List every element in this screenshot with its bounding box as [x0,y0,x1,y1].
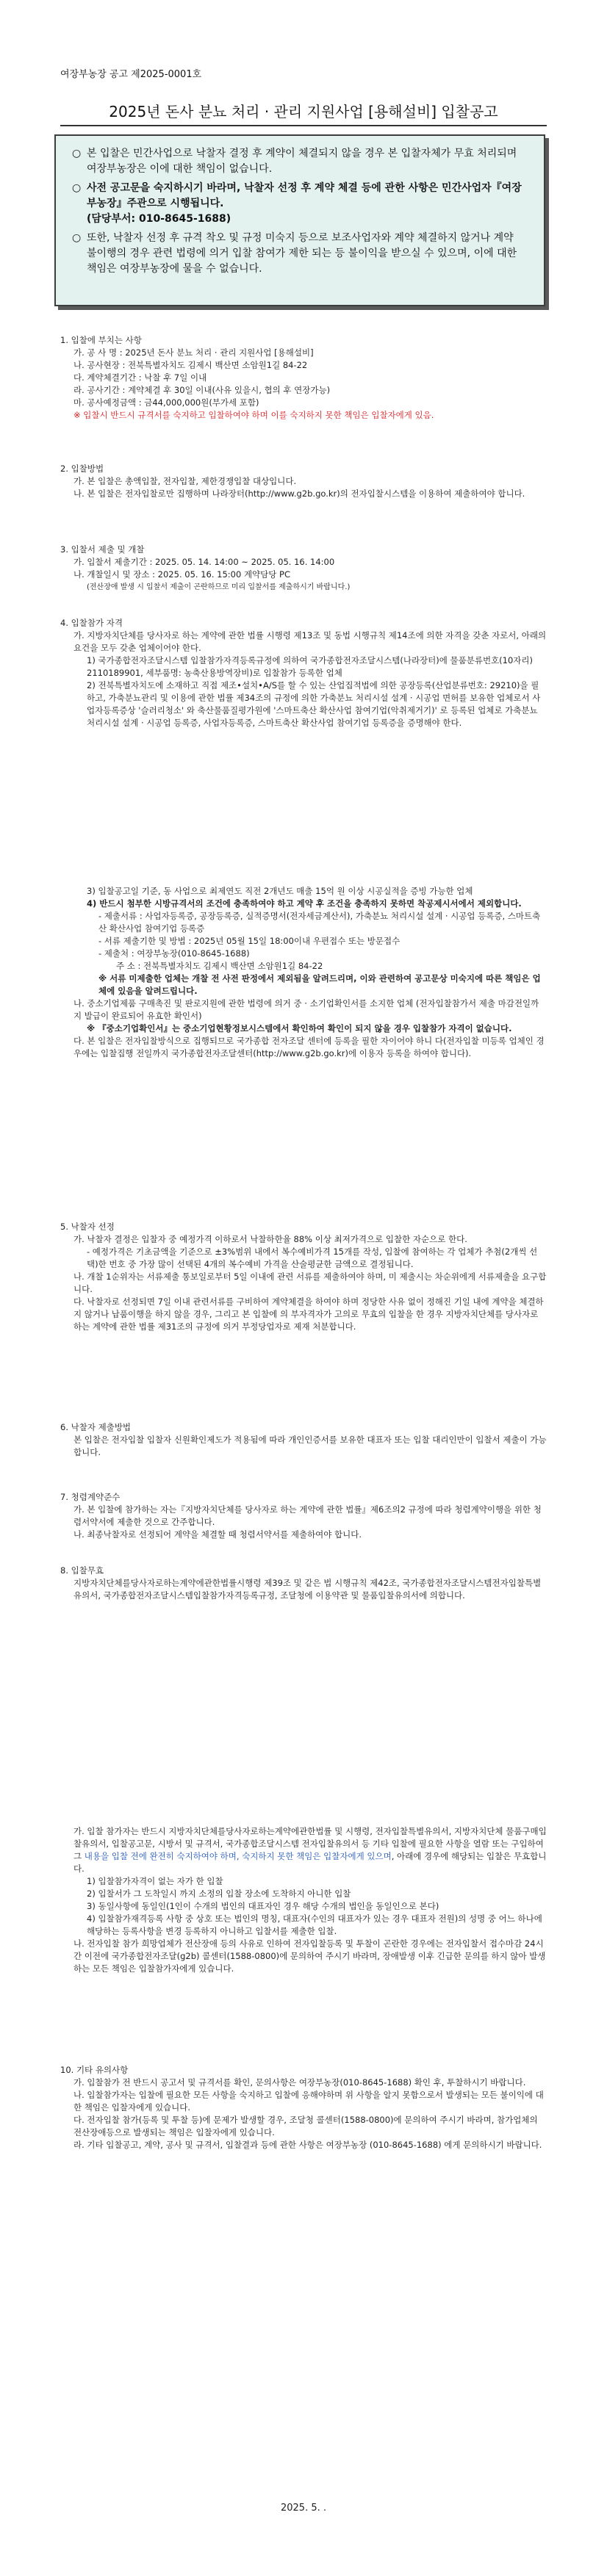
list-item: 가. 입찰 참가자는 반드시 지방자치단체를당사자로하는계약에관한법률 및 시행령, 전자입찰특별유의서, 지방자치단체 물품구매입찰유의서, 입찰공고문, 시방서 및 규격서, 국가종합조달시스템 전자입찰유의서 등 기타 입찰에 필요한 사항을 열람 또는 구입하여 그 내용을 입찰 전에 완전히 숙지하여야 하며, 숙지하지 못한 책임은 입찰자에게 있으며, 아래에 경우에 해당되는 입찰은 무효합니다. [73,1826,547,1874]
summary-item: ○ 사전 공고문을 숙지하시기 바라며, 낙찰자 선정 후 계약 체결 등에 관한 사항은 민간사업자『여장부농장』주관으로 시행됩니다. (담당부서: 010-8645-1688) [72,182,522,225]
list-item: - 제출서류 : 사업자등록증, 공장등록증, 실적증명서(전자세금계산서), 가축분뇨 처리시설 설계 · 시공업 등록증, 스마트축산 확산사업 참여기업 등록증 [98,911,541,934]
list-item: 3) 동일사항에 동일인(1인이 수개의 법인의 대표자인 경우 해당 수개의 법인을 동일인으로 본다) [87,1901,439,1911]
section-3 [60,544,547,594]
list-item: - 예정가격은 기초금액을 기준으로 ±3%범위 내에서 복수예비가격 15개를 작성, 입찰에 참여하는 각 업체가 추첨(2개씩 선택)한 번호 중 가장 많이 선택된 4개의 복수예비 가격을 산술평균한 금액으로 결정됩니다. [87,1246,538,1269]
section-6 [60,1421,547,1459]
section-heading: 6. 낙찰자 제출방법 [60,1422,132,1432]
list-item: 라. 기타 입찰공고, 계약, 공사 및 규격서, 입찰결과 등에 관한 사항은 여장부농장 (010-8645-1688) 에게 문의하시기 바랍니다. [73,2140,542,2150]
notice-number: 여장부농장 공고 제2025-0001호 [60,69,202,80]
warning-note: ※ 『중소기업확인서』는 중소기업현황정보시스템에서 확인하여 확인이 되지 않을 경우 입찰참가 자격이 없습니다. [87,1023,512,1033]
list-item: 가. 본 입찰에 참가하는 자는『지방자치단체를 당사자로 하는 계약에 관한 법률』제6조의2 규정에 따라 청렴계약이행을 위한 청렴서약서에 제출한 것으로 간주합니다. [73,1504,542,1527]
section-body: 지방자치단체를당사자로하는계약에관한법률시행령 제39조 및 같은 법 시행규칙 제42조, 국가종합전자조달시스템전자입찰특별유의서, 국가종합전자조달시스템입찰참가자격등록규정, 조달청에 이용약관 및 물품입찰유의서에 의합니다. [73,1578,542,1601]
list-item: 가. 본 입찰은 총액입찰, 전자입찰, 제한경쟁입찰 대상입니다. [73,476,297,486]
list-item: 가. 공 사 명 : 2025년 돈사 분뇨 처리 · 관리 지원사업 [용해설비] [73,347,314,358]
section-8 [60,1565,547,1602]
section-4-continued [60,885,547,1060]
list-item: 라. 공사기간 : 계약체결 후 30일 이내(사유 있을시, 협의 후 연장가능) [73,385,331,395]
section-heading: 5. 낙찰자 선정 [60,1222,115,1232]
list-item: 나. 개찰 1순위자는 서류제출 통보일로부터 5일 이내에 관련 서류를 제출하여야 하며, 미 제출시는 차순위에게 서류제출을 요구합니다. [73,1271,547,1294]
section-heading: 3. 입찰서 제출 및 개찰 [60,544,145,555]
section-heading: 1. 입찰에 부치는 사항 [60,335,142,345]
list-item: 나. 공사현장 : 전북특별자치도 김제시 백산면 소암원1길 84-22 [73,360,308,370]
list-item: 4) 반드시 첨부한 시방규격서의 조건에 충족하여야 하고 계약 후 조건을 충족하지 못하면 착공제시서에서 제외합니다. [87,898,522,909]
section-10 [60,2064,547,2151]
list-item: 가. 지방자치단체를 당사자로 하는 계약에 관한 법률 시행령 제13조 및 동법 시행규칙 제14조에 의한 자격을 갖춘 자로서, 아래의 요건을 모두 갖춘 업체이어야 한다. [73,630,547,653]
title-divider [60,125,547,126]
list-item: 3) 입찰공고일 기준, 동 사업으로 최제연도 직전 2개년도 매출 15억 원 이상 시공실적을 증빙 가능한 업체 [87,886,473,896]
list-item: 2) 전북특별자치도에 소재하고 직접 제조•설치•A/S를 할 수 있는 산업집적법에 의한 공장등록(산업분류번호: 29210)을 필하고, 가축분뇨관리 및 이용에 관한 법률 제34조의 규정에 의한 가축분뇨 처리시설 설계 · 시공업 면허를 보유한 업체로서 사업자등록증상 '슬러리청소' 와 축산물품질평가원에 '스마트축산 확산사업 참여기업(악취제거기)' 로 등록된 업체로 가축분뇨 처리시설 설계 · 시공업 등록증, 사업자등록증, 스마트축산 확산사업 참여기업 등록증을 증명해야 한다. [87,680,541,728]
section-4 [60,617,547,729]
list-item: 가. 입찰참가 전 반드시 공고서 및 규격서를 확인, 문의사항은 여장부농장(010-8645-1688) 확인 후, 투찰하시기 바랍니다. [73,2077,526,2088]
section-8-continued [60,1825,547,1975]
list-item: 나. 전자입찰 참가 희망업체가 전산장애 등의 사유로 인하여 전자입찰등록 및 투찰이 곤란한 경우에는 전자입찰서 접수마감 24시간 이전에 국가종합전자조달(g2b) 콜센터(1588-0800)에 문의하여 주시기 바라며, 장애발생 이후 긴급한 문의를 하지 않아 발생하는 모든 책임은 입찰참가자에게 있습니다. [73,1938,546,1974]
warning-note: ※ 서류 미제출한 업체는 개찰 전 사전 판정에서 제외됨을 알려드리며, 이와 관련하여 공고문상 미숙지에 따른 책임은 업체에 있음을 알려드립니다. [98,973,541,996]
list-note: (전산장애 발생 시 입찰서 제출이 곤란하므로 미리 입찰서를 제출하시기 바랍니다.) [87,583,351,591]
summary-item: ○ 또한, 낙찰자 선정 후 규격 착오 및 규정 미숙지 등으로 보조사업자와 계약 체결하지 않거나 계약 불이행의 경우 관련 법령에 의거 입찰 참여가 제한 되는 등 불이익을 받으실 수 있으며, 이에 대한 책임은 여장부농장에 물을 수 없습니다. [72,232,517,275]
section-7 [60,1491,547,1541]
list-item: 나. 본 입찰은 전자입찰로만 집행하며 나라장터(http://www.g2b.go.kr)의 전자입찰시스템을 이용하여 제출하여야 합니다. [73,488,525,499]
section-2 [60,463,547,500]
section-1 [60,334,547,422]
notice-date: 2025. 5. . [280,2503,327,2514]
section-5 [60,1221,547,1333]
list-item: 나. 중소기업제품 구매촉진 및 판로지원에 관한 법령에 의거 중 · 소기업확인서를 소지한 업체 (전자입찰참가서 제출 마감전일까지 발급이 완료되어 유효한 확인서) [73,998,539,1021]
section-heading: 7. 청렴계약준수 [60,1492,121,1502]
list-item: 다. 본 입찰은 전자입찰방식으로 집행되므로 국가종합 전자조달 센터에 등록을 필한 자이어야 하니 다(전자입찰 미등록 업체인 경우에는 입찰집행 전일까지 국가종합전자조달센터(http://www.g2b.go.kr)에 이용자 등록을 하여야 합니다). [73,1036,545,1058]
notice-summary-box [54,134,545,306]
list-item: 가. 입찰서 제출기간 : 2025. 05. 14. 14:00 ~ 2025. 05. 16. 14:00 [73,557,335,567]
list-item: 나. 개찰일시 및 장소 : 2025. 05. 16. 15:00 계약담당 PC [73,569,290,580]
list-item: 다. 계약체결기간 : 낙찰 후 7일 이내 [73,372,207,383]
section-heading: 8. 입찰무효 [60,1565,104,1576]
list-item: 1) 입찰참가자격이 없는 자가 한 입찰 [87,1876,223,1886]
list-item: 가. 낙찰자 결정은 입찰자 중 예정가격 이하로서 낙찰하한율 88% 이상 최저가격으로 입찰한 자순으로 한다. [73,1234,467,1244]
list-item: 나. 최종낙찰자로 선정되어 계약을 체결할 때 청렴서약서를 제출하여야 합니다. [73,1529,362,1540]
list-item: 다. 전자입찰 참가(등록 및 투찰 등)에 문제가 발생할 경우, 조달청 콜센터(1588-0800)에 문의하여 주시기 바라며, 참가업체의 전산장애등으로 발생되는 책임은 입찰자에게 있습니다. [73,2115,538,2137]
list-item: 주 소 : 전북특별자치도 김제시 백산면 소암원1길 84-22 [116,961,323,971]
section-heading: 4. 입찰참가 자격 [60,618,123,628]
list-item: 4) 입찰참가재격등록 사항 중 상호 또는 법인의 명칭, 대표자(수인의 대표자가 있는 경우 대표자 전원)의 성명 중 어느 하나에 해당하는 등록사항을 변경 등록하지 아니하고 입찰서를 제출한 입찰. [87,1913,542,1936]
section-body: 본 입찰은 전자입찰 입찰자 신원확인제도가 적용됨에 따라 개인인증서를 보유한 대표자 또는 입찰 대리인만이 입찰서 제출이 가능합니다. [73,1435,547,1457]
section-heading: 10. 기타 유의사항 [60,2065,129,2075]
list-item: 다. 낙찰자로 선정되면 7일 이내 관련서류를 구비하여 계약체결을 하여야 하며 정당한 사유 없이 정해진 기일 내에 계약을 체결하지 않거나 납품이행을 하지 않을 경우, 그리고 본 입찰에 의 부자격자가 고의로 무효의 입찰을 한 경우 지방자치단체를 당사자로 하는 계약에 관한 법률 제31조의 규정에 의거 부정당업자로 제재 처분합니다. [73,1296,544,1332]
warning-note: ※ 입찰시 반드시 규격서를 숙지하고 입찰하여야 하며 이를 숙지하지 못한 책임은 입찰자에게 있음. [73,410,434,420]
list-item: 1) 국가종합전자조달시스템 입찰참가자격등록규정에 의하여 국가종합전자조달시스템(나라장터)에 물품분류번호(10자리) 2110189901, 세부품명: 농축산용방역장비)로 입찰참가 등록한 업체 [87,655,533,678]
list-item: - 제출처 : 여장부농장(010-8645-1688) [98,948,250,959]
list-item: 마. 공사예정금액 : 금44,000,000원(부가세 포함) [73,397,259,408]
page-title: 2025년 돈사 분뇨 처리 · 관리 지원사업 [용해설비] 입찰공고 [109,103,498,120]
list-item: 나. 입찰참가자는 입찰에 필요한 모든 사항을 숙지하고 입찰에 응해야하며 위 사항을 알지 못함으로서 발생되는 모든 불이익에 대한 책임은 입찰자에게 있습니다. [73,2090,544,2113]
section-heading: 2. 입찰방법 [60,463,104,474]
list-item: 2) 입찰서가 그 도착일시 까지 소정의 입찰 장소에 도착하지 아니한 입찰 [87,1888,351,1899]
list-item: - 서류 제출기한 및 방법 : 2025년 05월 15일 18:00이내 우편접수 또는 방문접수 [98,936,401,946]
summary-item: ○ 본 입찰은 민간사업으로 낙찰자 결정 후 계약이 체결되지 않을 경우 본 입찰자체가 무효 처리되며 여장부농장은 이에 대한 책임이 없습니다. [72,148,517,175]
